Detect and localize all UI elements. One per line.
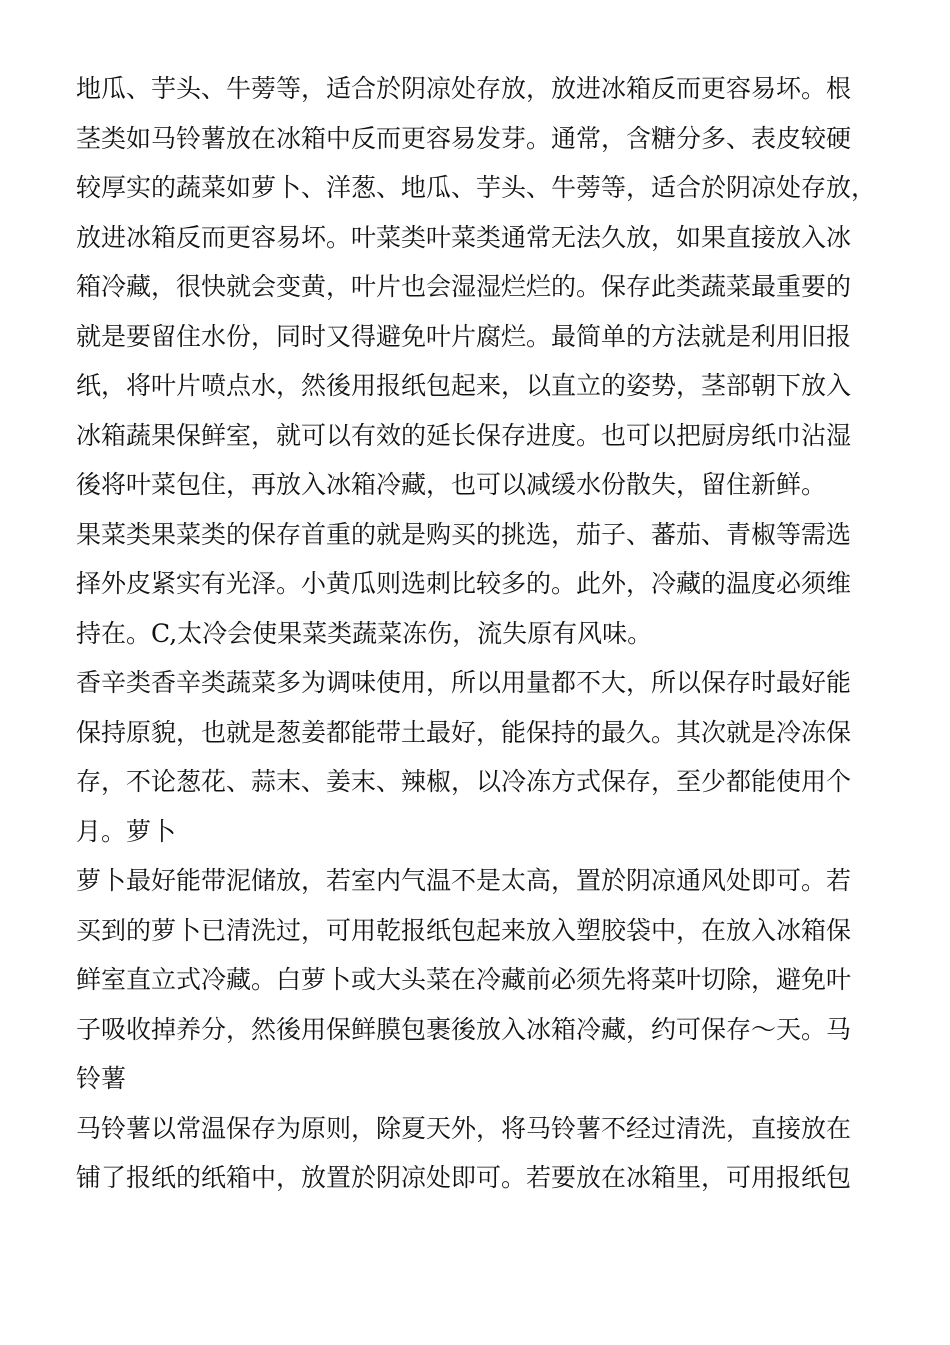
body-text [76,64,886,1203]
text-line: 子吸收掉养分，然後用保鲜膜包裹後放入冰箱冷藏，约可保存〜天。马 [76,1014,852,1044]
text-line: 放进冰箱反而更容易坏。叶菜类叶菜类通常无法久放，如果直接放入冰 [76,222,852,252]
text-line: 茎类如马铃薯放在冰箱中反而更容易发芽。通常，含糖分多、表皮较硬 [76,123,852,153]
text-line: 买到的萝卜已清洗过，可用乾报纸包起来放入塑胶袋中，在放入冰箱保 [76,915,852,945]
text-line: 果菜类果菜类的保存首重的就是购买的挑选，茄子、蕃茄、青椒等需选 [76,519,852,549]
text-line: 地瓜、芋头、牛蒡等，适合於阴凉处存放，放进冰箱反而更容易坏。根 [76,74,852,103]
text-line: 後将叶菜包住，再放入冰箱冷藏，也可以减缓水份散失，留住新鲜。 [76,470,827,499]
text-line: 就是要留住水份，同时又得避免叶片腐烂。最简单的方法就是利用旧报 [76,321,852,351]
text-line: 铺了报纸的纸箱中，放置於阴凉处即可。若要放在冰箱里，可用报纸包 [76,1163,852,1192]
text-line: 月。萝卜 [76,816,177,846]
text-line: 箱冷藏，很快就会变黄，叶片也会湿湿烂烂的。保存此类蔬菜最重要的 [76,272,852,301]
text-line: 香辛类香辛类蔬菜多为调味使用，所以用量都不大，所以保存时最好能 [76,668,852,697]
text-line: 保持原貌，也就是葱姜都能带土最好，能保持的最久。其次就是冷冻保 [76,717,852,747]
text-line: 择外皮紧实有光泽。小黄瓜则选刺比较多的。此外，冷藏的温度必须维 [76,569,852,598]
text-line: 铃薯 [76,1064,127,1093]
text-line: 较厚实的蔬菜如萝卜、洋葱、地瓜、芋头、牛蒡等，适合於阴凉处存放， [76,173,877,202]
text-line: 持在。C,太冷会使果菜类蔬菜冻伤，流失原有风味。 [76,618,653,648]
text-line: 鲜室直立式冷藏。白萝卜或大头菜在冷藏前必须先将菜叶切除，避免叶 [76,965,852,994]
text-line: 冰箱蔬果保鲜室，就可以有效的延长保存进度。也可以把厨房纸巾沾湿 [76,420,852,450]
text-line: 马铃薯以常温保存为原则，除夏天外，将马铃薯不经过清洗，直接放在 [76,1113,852,1143]
text-line: 萝卜最好能带泥储放，若室内气温不是太高，置於阴凉通风处即可。若 [76,866,852,895]
text-line: 纸，将叶片喷点水，然後用报纸包起来，以直立的姿势，茎部朝下放入 [76,371,852,400]
text-line: 存，不论葱花、蒜末、姜末、辣椒，以冷冻方式保存，至少都能使用个 [76,767,852,796]
